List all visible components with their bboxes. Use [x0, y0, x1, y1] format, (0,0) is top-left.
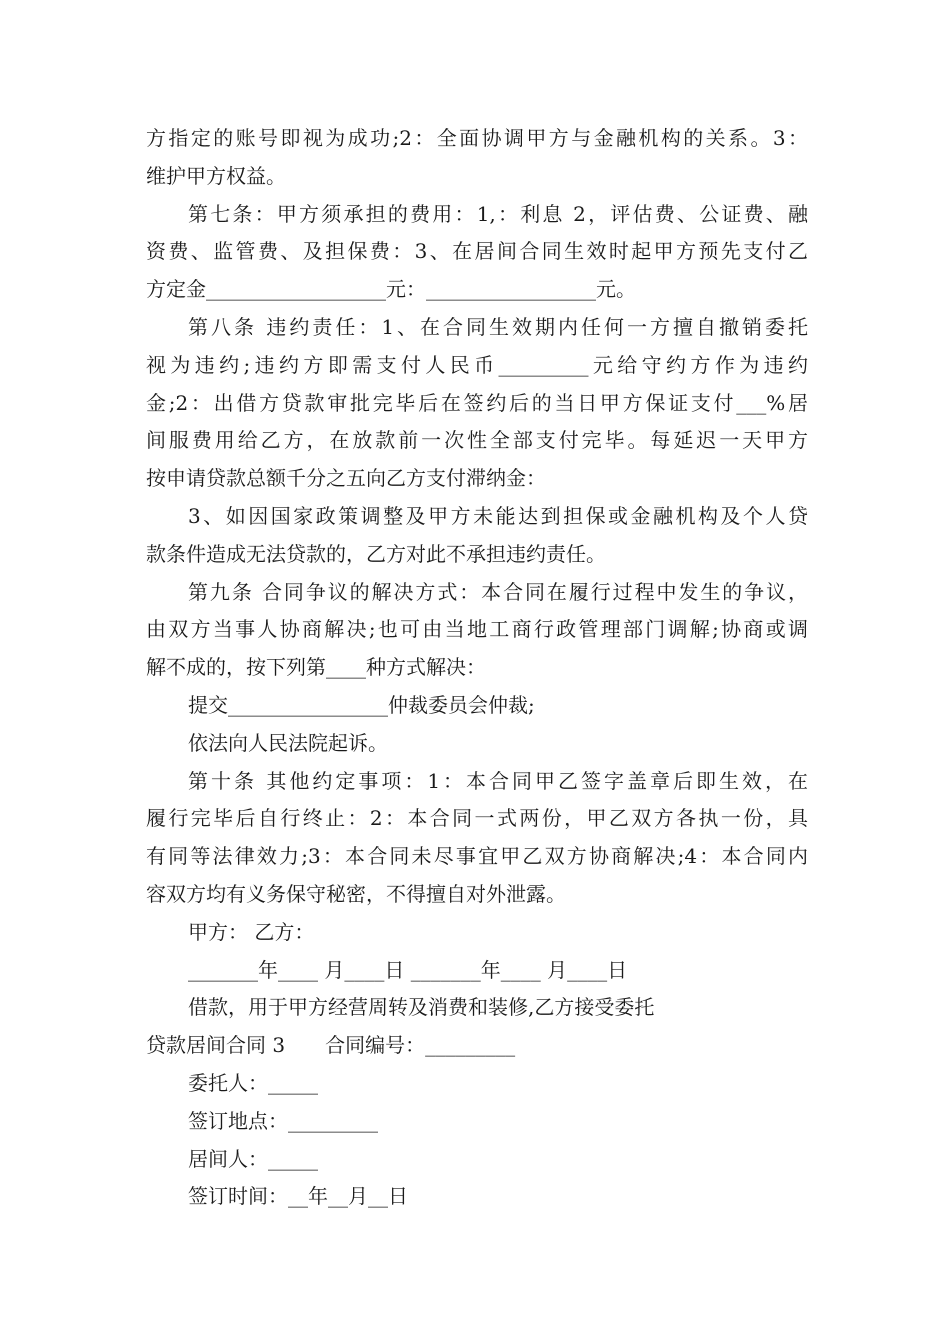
document-line: 金;2：出借方贷款审批完毕后在签约后的当日甲方保证支付___%居 — [146, 390, 808, 415]
document-line: 3、如因国家政策调整及甲方未能达到担保或金融机构及个人贷 — [188, 503, 808, 528]
document-line: 居间人：_____ — [188, 1146, 318, 1171]
document-line: 借款，用于甲方经营周转及消费和装修,乙方接受委托 — [188, 995, 655, 1020]
document-line: 维护甲方权益。 — [146, 163, 286, 188]
document-line: 提交________________仲裁委员会仲裁; — [188, 692, 535, 717]
document-line: 第七条：甲方须承担的费用：1,：利息 2，评估费、公证费、融 — [188, 201, 808, 226]
document-line: _______年____ 月____日 _______年____ 月____日 — [188, 957, 628, 982]
document-line: 签订时间：__年__月__日 — [188, 1184, 408, 1209]
document-line: 间服费用给乙方，在放款前一次性全部支付完毕。每延迟一天甲方 — [146, 428, 808, 453]
document-line: 有同等法律效力;3：本合同未尽事宜甲乙双方协商解决;4：本合同内 — [146, 844, 808, 869]
document-line: 依法向人民法院起诉。 — [188, 730, 388, 755]
document-line: 由双方当事人协商解决;也可由当地工商行政管理部门调解;协商或调 — [146, 617, 808, 642]
document-line: 按申请贷款总额千分之五向乙方支付滞纳金： — [146, 466, 546, 491]
document-line: 第十条 其他约定事项：1：本合同甲乙签字盖章后即生效，在 — [188, 768, 808, 793]
document-line: 方指定的账号即视为成功;2：全面协调甲方与金融机构的关系。3： — [146, 126, 808, 150]
document-line: 解不成的，按下列第____种方式解决： — [146, 655, 486, 680]
document-line: 委托人：_____ — [188, 1070, 318, 1095]
document-line: 履行完毕后自行终止：2：本合同一式两份，甲乙双方各执一份，具 — [146, 806, 808, 831]
document-body — [146, 120, 808, 1216]
document-line: 容双方均有义务保守秘密，不得擅自对外泄露。 — [146, 881, 566, 906]
document-line: 视为违约;违约方即需支付人民币_________元给守约方作为违约 — [146, 352, 808, 377]
document-line: 款条件造成无法贷款的，乙方对此不承担违约责任。 — [146, 541, 606, 566]
document-line: 第九条 合同争议的解决方式：本合同在履行过程中发生的争议， — [188, 579, 808, 604]
document-line: 资费、监管费、及担保费：3、在居间合同生效时起甲方预先支付乙 — [146, 239, 808, 264]
document-line: 方定金__________________元：_________________元。 — [146, 277, 636, 302]
document-line: 签订地点：_________ — [188, 1108, 378, 1133]
document-line: 甲方： 乙方： — [188, 919, 315, 944]
document-line: 第八条 违约责任：1、在合同生效期内任何一方擅自撤销委托 — [188, 314, 808, 339]
document-line: 贷款居间合同 3 合同编号：_________ — [146, 1033, 516, 1058]
